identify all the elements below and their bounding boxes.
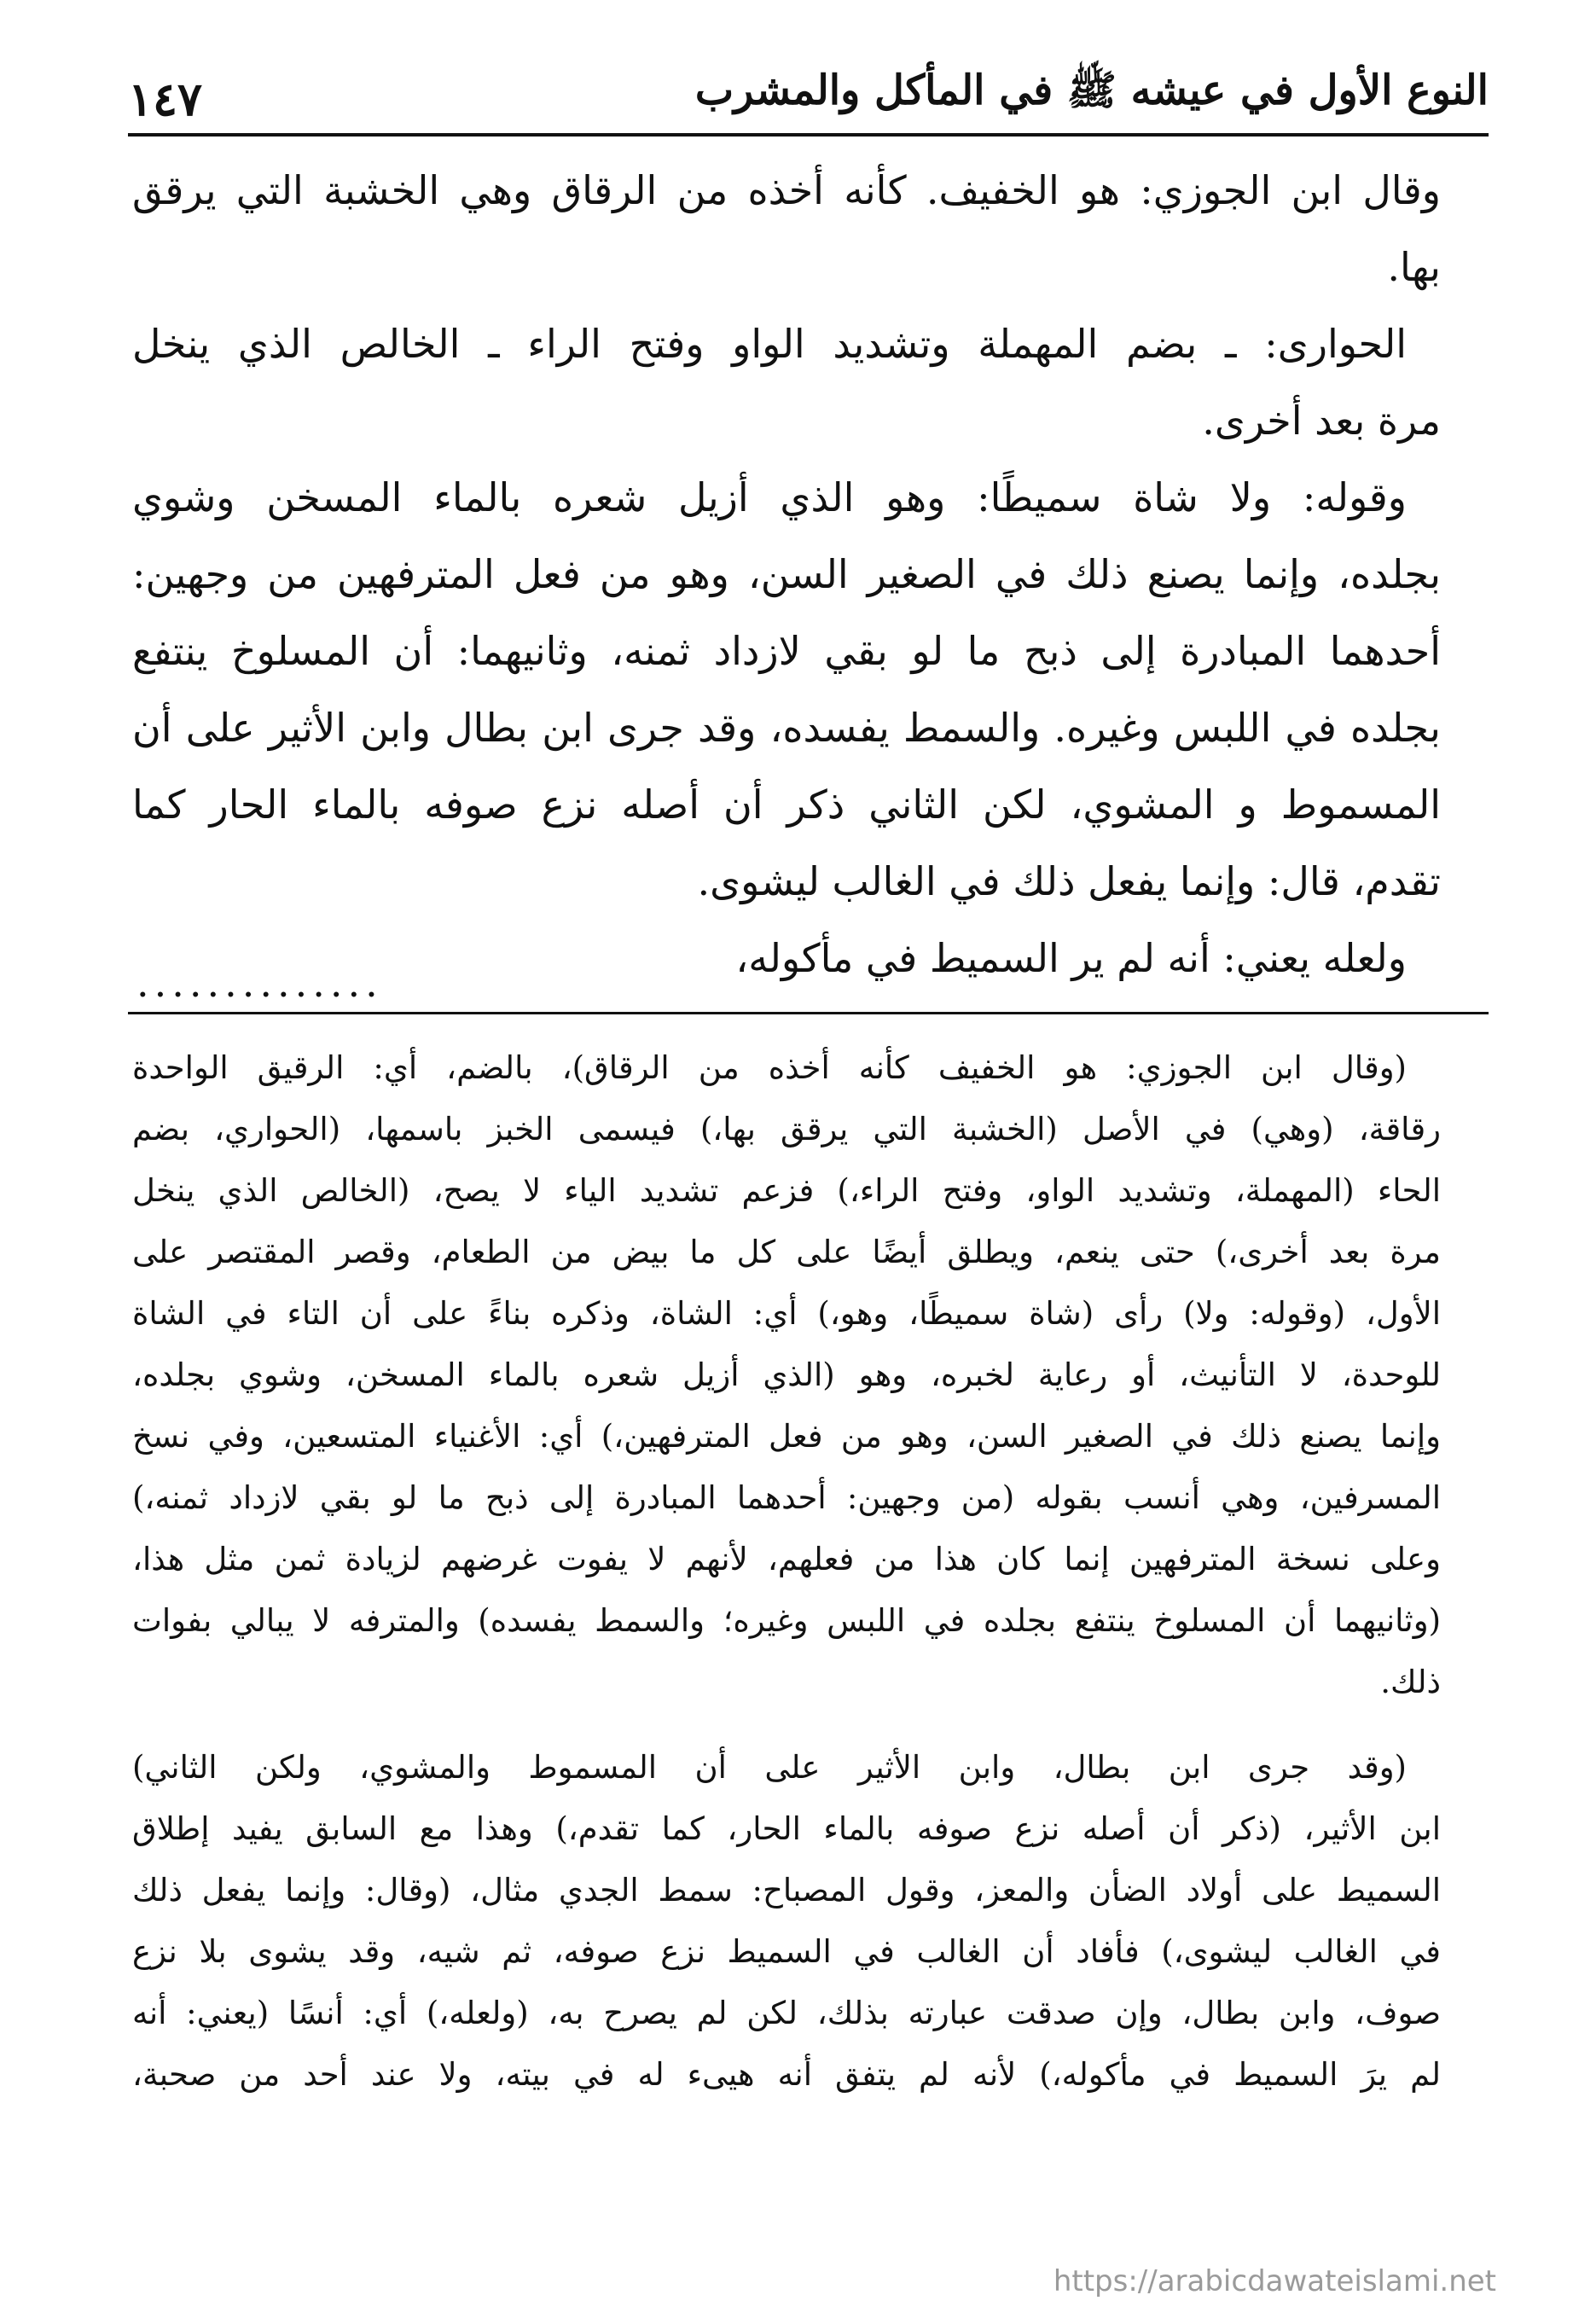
page-number: ١٤٧: [128, 72, 203, 126]
commentary-line: الحاء (المهملة، وتشديد الواو، وفتح الراء،) فزعم تشديد الياء لا يصح، (الخالص الذي ينخل: [132, 1172, 1441, 1209]
main-line: بها.: [1387, 244, 1441, 290]
commentary-line: الأول، (وقوله: ولا) رأى (شاة سميطًا، وهو،) أي: الشاة، وذكره بناءً على أن التاء في الشاة: [132, 1295, 1441, 1332]
commentary-line: ذلك.: [1380, 1664, 1441, 1700]
main-line: بجلده في اللبس وغيره. والسمط يفسده، وقد جرى ابن بطال وابن الأثير على أن: [132, 705, 1441, 751]
commentary-line: (وثانيهما أن المسلوخ ينتفع بجلده في اللبس وغيره؛ والسمط يفسده) والمترفه لا يبالي بفوات: [132, 1602, 1441, 1639]
main-line: بجلده، وإنما يصنع ذلك في الصغير السن، وهو من فعل المترفهين من وجهين:: [132, 551, 1441, 597]
main-line: ولعله يعني: أنه لم ير السميط في مأكوله،: [735, 935, 1407, 981]
watermark-url: https://arabicdawateislami.net: [1053, 2264, 1496, 2298]
main-line: مرة بعد أخرى.: [1202, 398, 1441, 444]
commentary-line: وإنما يصنع ذلك في الصغير السن، وهو من فعل المترفهين،) أي: الأغنياء المتسعين، وفي نسخ: [132, 1418, 1441, 1455]
commentary-line: في الغالب ليشوى،) فأفاد أن الغالب في السميط نزع صوفه، ثم شيه، وقد يشوى بلا نزع: [132, 1933, 1441, 1970]
commentary-line: ابن الأثير، (ذكر أن أصله نزع صوفه بالماء الحار، كما تقدم،) وهذا مع السابق يفيد إطلاق: [132, 1810, 1441, 1847]
commentary-line: رقاقة، (وهي) في الأصل (الخشبة التي يرقق بها،) فيسمى الخبز باسمها، (الحواري، بضم: [132, 1111, 1441, 1147]
commentary-line: السميط على أولاد الضأن والمعز، وقول المصباح: سمط الجدي مثال، (وقال: وإنما يفعل ذلك: [132, 1872, 1441, 1909]
commentary-line: صوف، وابن بطال، وإن صدقت عبارته بذلك، لكن لم يصرح به، (ولعله،) أي: أنسًا (يعني: أنه: [132, 1995, 1441, 2031]
main-line: المسموط و المشوي، لكن الثاني ذكر أن أصله نزع صوفه بالماء الحار كما: [132, 781, 1441, 828]
running-title: النوع الأول في عيشه ﷺ في المأكل والمشرب: [694, 67, 1489, 114]
ellipsis-dots: ..............: [136, 960, 383, 1006]
commentary-line: (وقال ابن الجوزي: هو الخفيف كأنه أخذه من الرقاق)، بالضم، أي: الرقيق الواحدة: [132, 1049, 1407, 1086]
main-line: أحدهما المبادرة إلى ذبح ما لو بقي لازداد ثمنه، وثانيهما: أن المسلوخ ينتفع: [132, 628, 1441, 674]
commentary-line: وعلى نسخة المترفهين إنما كان هذا من فعلهم، لأنهم لا يفوت غرضهم لزيادة ثمن مثل هذا،: [132, 1541, 1441, 1577]
commentary-line: المسرفين، وهي أنسب بقوله (من وجهين: أحدهما المبادرة إلى ذبح ما لو بقي لازداد ثمنه،): [132, 1479, 1441, 1516]
main-line: الحوارى: ـ بضم المهملة وتشديد الواو وفتح الراء ـ الخالص الذي ينخل: [132, 321, 1407, 367]
commentary-line: للوحدة، لا التأنيث، أو رعاية لخبره، وهو (الذي أزيل شعره بالماء المسخن، وشوي بجلده،: [132, 1357, 1441, 1393]
main-line: وقوله: ولا شاة سميطًا: وهو الذي أزيل شعره بالماء المسخن وشوي: [132, 474, 1407, 520]
commentary-line: مرة بعد أخرى،) حتى ينعم، ويطلق أيضًا على كل ما بيض من الطعام، وقصر المقتصر على: [132, 1234, 1441, 1270]
commentary-line: لم يرَ السميط في مأكوله،) لأنه لم يتفق أنه هيىء له في بيته، ولا عند أحد من صحبة،: [132, 2056, 1441, 2093]
main-line: تقدم، قال: وإنما يفعل ذلك في الغالب ليشوى.: [697, 858, 1441, 904]
main-line: وقال ابن الجوزي: هو الخفيف. كأنه أخذه من الرقاق وهي الخشبة التي يرقق: [132, 167, 1441, 213]
commentary-line: (وقد جرى ابن بطال، وابن الأثير على أن المسموط والمشوي، ولكن الثاني): [132, 1749, 1407, 1786]
